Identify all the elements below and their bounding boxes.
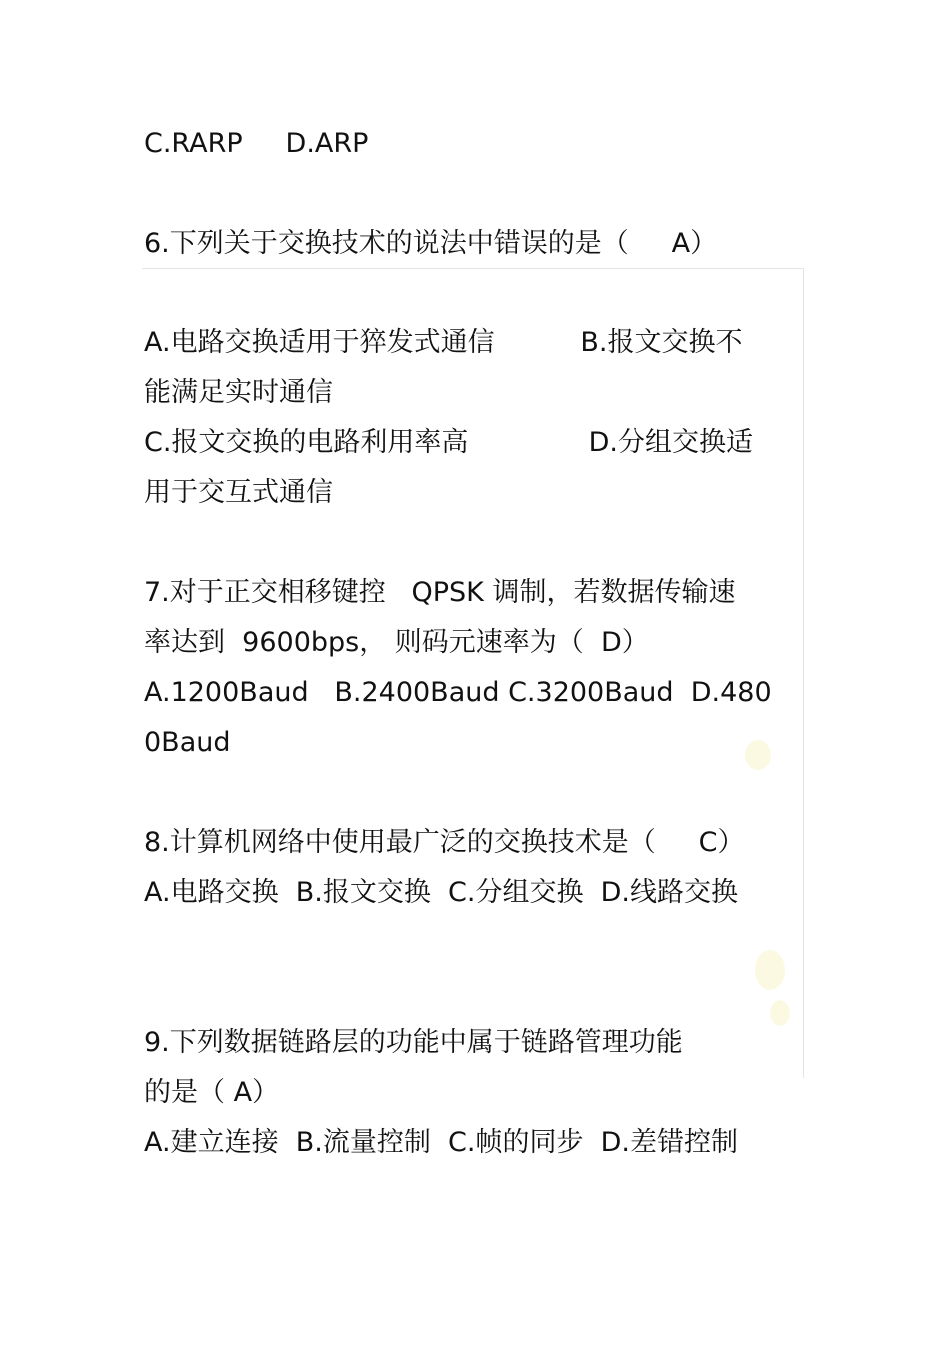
question-9-line-1: 9.下列数据链路层的功能中属于链路管理功能 (144, 1027, 683, 1058)
question-7-line-2: 率达到 9600bps， 则码元速率为（ D） (144, 627, 649, 658)
question-8: 8.计算机网络中使用最广泛的交换技术是（ C） (144, 827, 745, 858)
scan-smudge (745, 740, 771, 770)
options-line-5-cd: C.RARP D.ARP (144, 128, 369, 159)
question-6-options-line-1: A.电路交换适用于猝发式通信 B.报文交换不 (144, 327, 743, 358)
question-7-line-1: 7.对于正交相移键控 QPSK 调制，若数据传输速 (144, 577, 736, 608)
question-6-options-line-4: 用于交互式通信 (144, 477, 333, 508)
question-6-options-line-3: C.报文交换的电路利用率高 D.分组交换适 (144, 427, 753, 458)
question-7-options-line-2: 0Baud (144, 727, 231, 758)
question-9-line-2: 的是（ A） (144, 1077, 280, 1108)
question-7-options-line-1: A.1200Baud B.2400Baud C.3200Baud D.480 (144, 677, 772, 708)
question-6: 6.下列关于交换技术的说法中错误的是（ A） (144, 228, 718, 259)
question-6-options-line-2: 能满足实时通信 (144, 377, 333, 408)
question-8-options: A.电路交换 B.报文交换 C.分组交换 D.线路交换 (144, 877, 738, 908)
scan-smudge (770, 1000, 790, 1026)
question-9-options: A.建立连接 B.流量控制 C.帧的同步 D.差错控制 (144, 1127, 738, 1158)
scan-smudge (755, 950, 785, 990)
